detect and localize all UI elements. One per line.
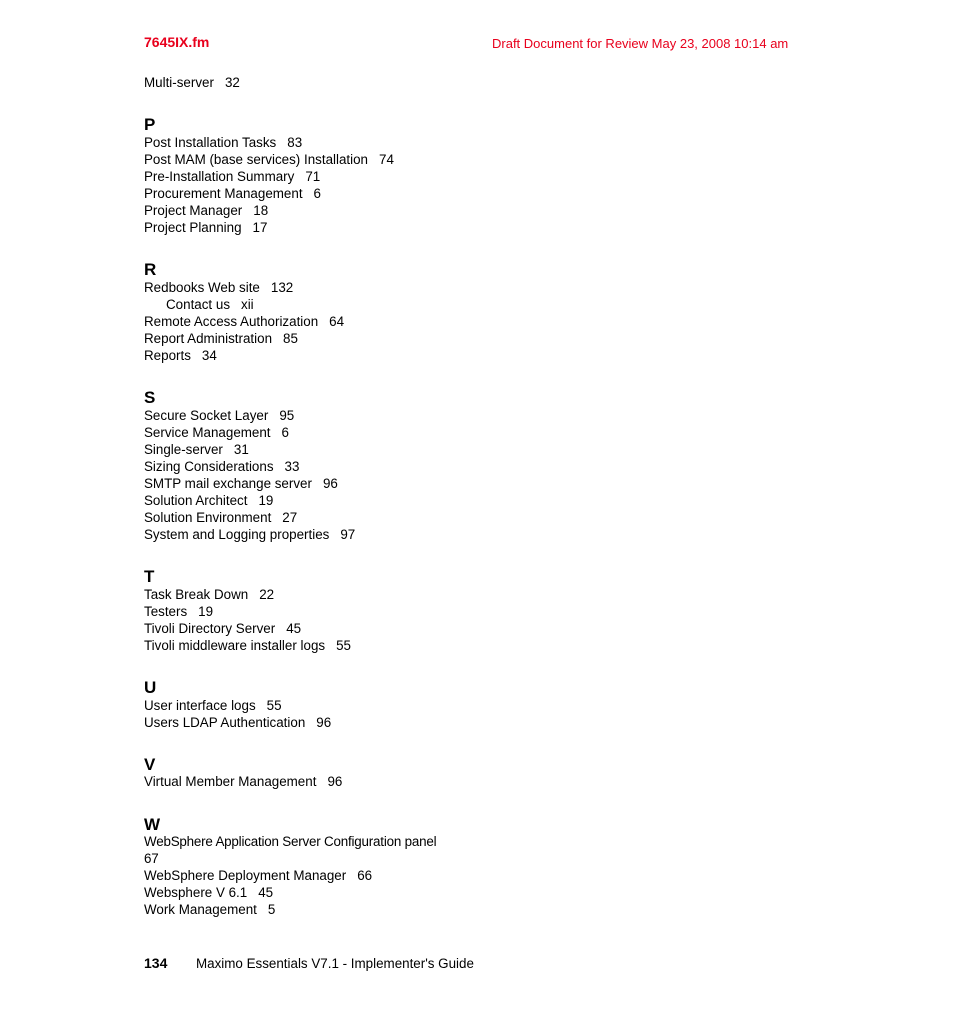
index-section-v: [144, 756, 474, 791]
index-page-ref: 64: [329, 313, 345, 329]
index-entry: [144, 74, 474, 91]
index-page-ref: 83: [287, 134, 303, 150]
index-sections: [144, 116, 474, 918]
index-page-ref: 19: [198, 603, 214, 619]
index-term: Pre-Installation Summary: [144, 168, 295, 184]
index-term: Testers: [144, 603, 188, 619]
index-entry: [144, 347, 474, 364]
index-entry: [144, 330, 474, 347]
index-page-ref: 6: [313, 185, 321, 201]
index-list: [144, 74, 474, 919]
index-page-ref: 55: [336, 638, 351, 654]
index-term: Project Planning: [144, 220, 242, 236]
index-page-ref: 5: [267, 902, 276, 918]
index-subentry: [144, 296, 474, 313]
index-entry: [144, 279, 474, 296]
index-entry: [144, 202, 474, 219]
index-term: Remote Access Authorization: [144, 313, 319, 329]
index-term: Report Administration: [144, 330, 273, 346]
index-term: WebSphere Application Server Configuration panel: [144, 834, 437, 850]
index-page-ref: 45: [258, 885, 274, 901]
file-name: 7645IX.fm: [144, 34, 210, 50]
index-entry: [144, 867, 474, 884]
index-page-ref: 34: [201, 348, 217, 364]
index-page-ref: 74: [379, 151, 394, 167]
index-term: Procurement Management: [144, 185, 303, 201]
index-section-r: [144, 261, 474, 364]
index-term: Solution Environment: [144, 510, 272, 526]
index-page-ref: 18: [253, 202, 269, 218]
index-term: Task Break Down: [144, 586, 249, 602]
index-page-ref: 85: [283, 330, 298, 346]
index-page-ref: 27: [282, 510, 298, 526]
index-entry: [144, 509, 474, 526]
index-entry: [144, 475, 474, 492]
index-page-ref: 6: [281, 424, 289, 440]
section-letter: P: [144, 115, 156, 135]
index-page-ref: 97: [340, 527, 356, 543]
index-term: Work Management: [144, 902, 257, 918]
page-footer: [144, 955, 474, 971]
index-term: Sizing Considerations: [144, 458, 274, 474]
index-term: Websphere V 6.1: [144, 885, 248, 901]
index-entry: [144, 714, 474, 731]
index-entry: [144, 407, 474, 424]
index-entry: [144, 219, 474, 236]
index-term: Secure Socket Layer: [144, 407, 269, 423]
index-entry: [144, 134, 474, 151]
index-term: WebSphere Deployment Manager: [144, 868, 347, 884]
index-page-ref: 132: [270, 279, 294, 295]
index-term: Service Management: [144, 424, 271, 440]
section-letter: R: [144, 260, 157, 280]
index-entry: [144, 603, 474, 620]
index-section-t: [144, 568, 474, 654]
index-term: Users LDAP Authentication: [144, 714, 306, 730]
index-entry: [144, 492, 474, 509]
index-section-u: [144, 679, 474, 731]
index-term: Tivoli Directory Server: [144, 621, 276, 637]
index-entry: [144, 901, 474, 918]
index-entry: [144, 458, 474, 475]
index-term: Solution Architect: [144, 493, 248, 509]
index-term: Contact us: [166, 296, 231, 312]
section-letter: W: [144, 814, 161, 834]
index-entry: [144, 151, 474, 168]
index-entry: [144, 424, 474, 441]
index-page-ref: 17: [252, 220, 268, 236]
lead-entries: [144, 74, 474, 91]
index-entry: [144, 833, 464, 867]
index-page-ref: 31: [233, 441, 249, 457]
book-title: Maximo Essentials V7.1 - Implementer's Guide: [196, 956, 474, 971]
index-term: Project Manager: [144, 202, 243, 218]
draft-note: Draft Document for Review May 23, 2008 10:14 am: [492, 36, 789, 51]
index-page-ref: 67: [144, 851, 159, 867]
section-letter: U: [144, 678, 157, 698]
index-page-ref: 96: [322, 476, 338, 491]
index-page-ref: 96: [316, 714, 332, 730]
index-section-p: [144, 116, 474, 236]
index-entry: [144, 884, 474, 901]
index-entry: [144, 441, 474, 458]
index-entry: [144, 620, 474, 637]
index-term: System and Logging properties: [144, 527, 330, 543]
index-term: Single-server: [144, 441, 223, 457]
index-term: Tivoli middleware installer logs: [144, 638, 326, 654]
index-page-ref: 96: [327, 774, 343, 790]
index-entry: [144, 697, 474, 714]
index-term: Post MAM (base services) Installation: [144, 151, 368, 167]
index-page-ref: 95: [279, 407, 295, 423]
index-page-ref: 19: [258, 493, 274, 509]
index-page-ref: 71: [305, 168, 321, 184]
index-page-ref: 33: [284, 458, 300, 474]
index-entry: [144, 637, 474, 654]
section-letter: T: [144, 567, 155, 587]
index-page-ref: 45: [286, 621, 302, 637]
index-term: Redbooks Web site: [144, 279, 260, 295]
index-term: Virtual Member Management: [144, 774, 317, 790]
section-letter: V: [144, 754, 156, 774]
section-letter: S: [144, 388, 156, 408]
index-page-ref: 55: [266, 697, 282, 713]
index-page-ref: xii: [241, 296, 254, 312]
index-page-ref: 66: [357, 868, 373, 884]
index-entry: [144, 586, 474, 603]
page-number: 134: [144, 955, 168, 971]
index-page-ref: 22: [259, 586, 275, 602]
index-term: Multi-server: [144, 75, 214, 90]
index-entry: [144, 526, 474, 543]
index-term: Post Installation Tasks: [144, 134, 277, 150]
index-term: User interface logs: [144, 697, 256, 713]
index-entry: [144, 773, 474, 790]
index-term: SMTP mail exchange server: [144, 476, 312, 491]
index-term: Reports: [144, 348, 191, 364]
index-section-s: [144, 389, 474, 543]
index-entry: [144, 168, 474, 185]
index-section-w: [144, 816, 474, 919]
index-page-ref: 32: [224, 75, 240, 90]
index-entry: [144, 313, 474, 330]
index-entry: [144, 185, 474, 202]
